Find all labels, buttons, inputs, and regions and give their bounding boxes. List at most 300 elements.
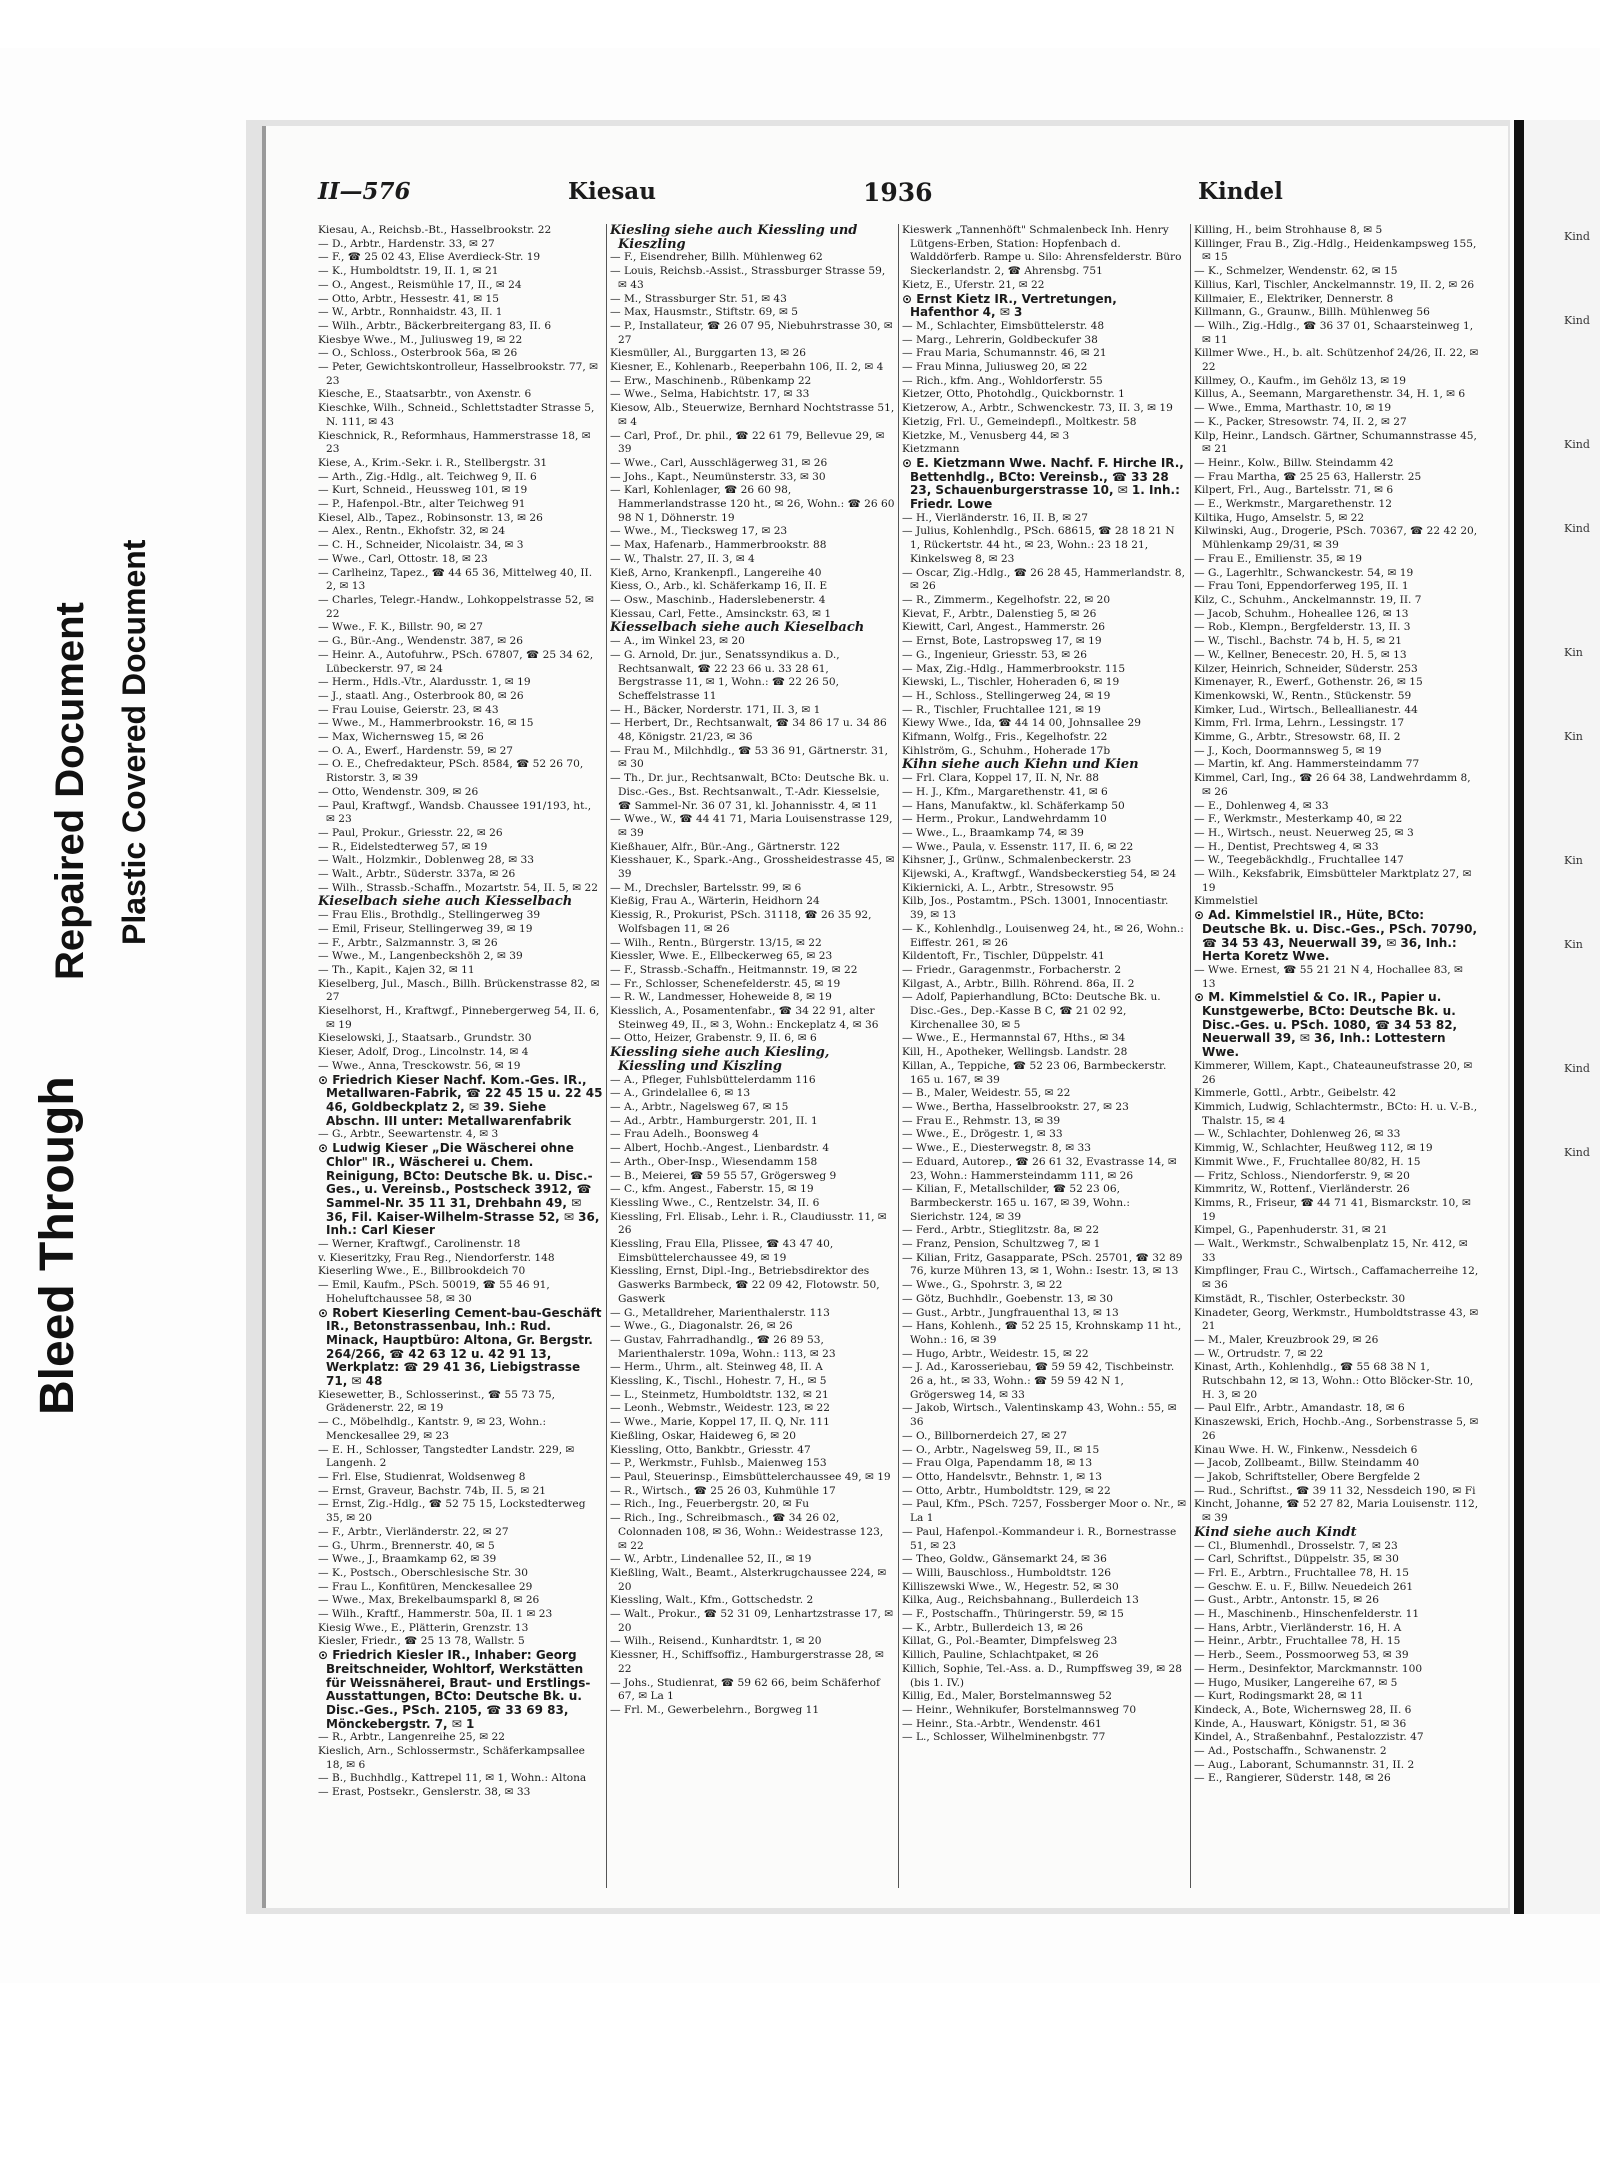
directory-entry: — P., Installateur, ☎ 26 07 95, Niebuhrstrasse 30, ✉ 27: [610, 319, 893, 346]
directory-entry: — M., Schlachter, Eimsbüttelerstr. 48: [902, 319, 1105, 332]
directory-entry: — Frau Martha, ☎ 25 25 63, Hallerstr. 25: [1194, 470, 1422, 483]
directory-entry: — Hans, Arbtr., Vierländerstr. 16, H. A: [1194, 1621, 1402, 1634]
directory-entry: — B., Maler, Weidestr. 55, ✉ 22: [902, 1087, 1071, 1100]
directory-entry: ⊙ Robert Kieserling Cement-bau-Geschäft IR., Betonstrassenbau, Inh.: Rud. Minack, Hauptbüro: Altona, Gr. Bergstr. 264/266, ☎ 42 63 12 u. 42 91 13, Werkplatz: ☎ 29 41 36, Liebigstrasse 71, ✉ 48: [318, 1305, 602, 1389]
directory-entry: — Gust., Arbtr., Jungfrauenthal 13, ✉ 13: [902, 1306, 1119, 1319]
directory-entry: Kilwinski, Aug., Drogerie, PSch. 70367, ☎ 22 42 20, Mühlenkamp 29/31, ✉ 39: [1194, 525, 1478, 552]
directory-entry: — Götz, Buchhdlr., Goebenstr. 13, ✉ 30: [902, 1292, 1113, 1305]
directory-entry: Kimmel, Carl, Ing., ☎ 26 64 38, Landwehrdamm 8, ✉ 26: [1194, 772, 1471, 798]
directory-entry: Killus, A., Seemann, Margarethenstr. 34, H. 1, ✉ 6: [1194, 388, 1466, 401]
directory-entry: — Osw., Maschinb., Haderslebenerstr. 4: [610, 593, 826, 606]
next-page-fragment: Kind: [1564, 522, 1590, 535]
directory-entry: — Heinr., Wehnikufer, Borstelmannsweg 70: [902, 1703, 1137, 1716]
directory-entry: Kimpflinger, Frau C., Wirtsch., Caffamacherreihe 12, ✉ 36: [1194, 1265, 1479, 1292]
header-year: 1936: [863, 178, 933, 207]
directory-entry: — H., Bäcker, Norderstr. 171, II. 3, ✉ 1: [610, 703, 821, 716]
directory-entry: ⊙ Ernst Kietz IR., Vertretungen, Hafenthor 4, ✉ 3: [902, 291, 1117, 320]
directory-entry: — Wilh., Reisend., Kunhardtstr. 1, ✉ 20: [610, 1635, 822, 1648]
directory-entry: — Th., Kapit., Kajen 32, ✉ 11: [318, 963, 475, 976]
directory-entry: — E., Dohlenweg 4, ✉ 33: [1194, 799, 1329, 812]
directory-entry: — Wilh., Arbtr., Bäckerbreitergang 83, II. 6: [318, 319, 552, 332]
page-number: II—576: [318, 178, 411, 205]
directory-entry: Kilz, C., Schuhm., Anckelmannstr. 19, II. 7: [1194, 593, 1422, 606]
directory-entry: — O., Arbtr., Nagelsweg 59, II., ✉ 15: [902, 1443, 1100, 1456]
directory-entry: — Otto, Arbtr., Humboldtstr. 129, ✉ 22: [902, 1484, 1111, 1497]
directory-entry: — K., Humboldtstr. 19, II. 1, ✉ 21: [318, 265, 499, 278]
directory-entry: — Frau M., Milchhdlg., ☎ 53 36 91, Gärtnerstr. 31, ✉ 30: [610, 744, 888, 771]
directory-entry: Kiessling, Frl. Elisab., Lehr. i. R., Claudiusstr. 11, ✉ 26: [610, 1210, 887, 1237]
directory-entry: Kießling, Walt., Beamt., Alsterkrugchaussee 224, ✉ 20: [610, 1566, 887, 1593]
directory-entry: — Wwe., Emma, Marthastr. 10, ✉ 19: [1194, 402, 1392, 415]
directory-entry: — Willi, Bauschloss., Humboldtstr. 126: [902, 1566, 1112, 1579]
directory-entry: — Wwe., Carl, Ottostr. 18, ✉ 23: [318, 552, 488, 565]
directory-entry: Kiessig, R., Prokurist, PSch. 31118, ☎ 26 35 92, Wolfsbagen 11, ✉ 26: [610, 909, 872, 935]
directory-entry: — H., Maschinenb., Hinschenfelderstr. 11: [1194, 1608, 1420, 1621]
directory-entry: — M., Drechsler, Bartelsstr. 99, ✉ 6: [610, 881, 802, 894]
directory-entry: — Johs., Kapt., Neumünsterstr. 33, ✉ 30: [610, 470, 826, 483]
directory-entry: — G., Metalldreher, Marienthalerstr. 113: [610, 1306, 830, 1319]
next-page-fragment: Kind: [1564, 314, 1590, 327]
directory-entry: — K., Schmelzer, Wendenstr. 62, ✉ 15: [1194, 265, 1398, 278]
directory-entry: — Jakob, Wirtsch., Valentinskamp 43, Wohn.: 55, ✉ 36: [902, 1402, 1177, 1429]
directory-entry: — Frl. M., Gewerbelehrn., Borgweg 11: [610, 1703, 820, 1716]
directory-entry: — Kurt, Rodingsmarkt 28, ✉ 11: [1194, 1690, 1364, 1703]
directory-entry: — Arth., Zig.-Hdlg., alt. Teichweg 9, II. 6: [318, 470, 537, 483]
directory-entry: — Frl. Else, Studienrat, Woldsenweg 8: [318, 1470, 526, 1483]
directory-entry: — P., Werkmstr., Fuhlsb., Maienweg 153: [610, 1457, 827, 1470]
directory-entry: — Oscar, Zig.-Hdlg., ☎ 26 28 45, Hammerlandstr. 8, ✉ 26: [902, 566, 1185, 593]
directory-entry: — Charles, Telegr.-Handw., Lohkoppelstrasse 52, ✉ 22: [318, 593, 594, 620]
directory-entry: — E. H., Schlosser, Tangstedter Landstr. 229, ✉ Langenh. 2: [318, 1443, 575, 1470]
directory-entry: — Wwe., Carl, Ausschlägerweg 31, ✉ 26: [610, 456, 828, 469]
directory-entry: — W., Arbtr., Ronnhaidstr. 43, II. 1: [318, 306, 503, 319]
directory-entry: — Wwe., E., Diesterwegstr. 8, ✉ 33: [902, 1142, 1091, 1155]
directory-entry: Killich, Pauline, Schlachtpaket, ✉ 26: [902, 1649, 1099, 1662]
directory-entry: Kietzerow, A., Arbtr., Schwenckestr. 73, II. 3, ✉ 19: [902, 402, 1173, 415]
directory-entry: — Emil, Friseur, Stellingerweg 39, ✉ 19: [318, 922, 533, 935]
directory-entry: — Wwe., J., Braamkamp 62, ✉ 39: [318, 1553, 497, 1566]
directory-entry: Kietz, E., Uferstr. 21, ✉ 22: [902, 278, 1045, 291]
directory-entry: Kieß, Arno, Krankenpfl., Langereihe 40: [610, 566, 822, 579]
directory-entry: — K., Kohlenhdlg., Louisenweg 24, ht., ✉ 26, Wohn.: Eiffestr. 261, ✉ 26: [902, 922, 1184, 949]
directory-entry: — Franz, Pension, Schultzweg 7, ✉ 1: [902, 1238, 1101, 1251]
next-page-fragment: Kin: [1564, 646, 1583, 659]
directory-entry: — O. E., Chefredakteur, PSch. 8584, ☎ 52 26 70, Ristorstr. 3, ✉ 39: [318, 758, 584, 785]
directory-entry: — Walt., Prokur., ☎ 52 31 09, Lenhartzstrasse 17, ✉ 20: [610, 1608, 894, 1634]
directory-entry: — Max, Zig.-Hdlg., Hammerbrookstr. 115: [902, 662, 1126, 675]
directory-entry: — Ad., Postschaffn., Schwanenstr. 2: [1194, 1745, 1387, 1758]
directory-entry: — K., Postsch., Oberschlesische Str. 30: [318, 1566, 528, 1579]
directory-entry: — Wilh., Rentn., Bürgerstr. 13/15, ✉ 22: [610, 936, 822, 949]
directory-entry: — Fritz, Schloss., Niendorferstr. 9, ✉ 20: [1194, 1169, 1410, 1182]
next-page-fragment: Kin: [1564, 730, 1583, 743]
directory-entry: — Johs., Studienrat, ☎ 59 62 66, beim Schäferhof 67, ✉ La 1: [610, 1676, 880, 1703]
directory-entry: Killmaier, E., Elektriker, Dennerstr. 8: [1194, 292, 1394, 305]
directory-entry: Kießhauer, Alfr., Bür.-Ang., Gärtnerstr. 122: [610, 840, 841, 853]
directory-entry: — Geschw. E. u. F., Billw. Neuedeich 261: [1194, 1580, 1414, 1593]
directory-entry: — Wwe., W., ☎ 44 41 71, Maria Louisenstrasse 129, ✉ 39: [610, 813, 893, 839]
plastic-covered-label: Plastic Covered Document: [116, 539, 152, 945]
directory-entry: ⊙ E. Kietzmann Wwe. Nachf. F. Hirche IR., Bettenhdlg., BCto: Vereinsb., ☎ 33 28 23, Schauenburgerstrasse 10, ✉ 1. Inh.: Friedr. Lowe: [902, 455, 1184, 512]
directory-entry: — Herm., Prokur., Landwehrdamm 10: [902, 813, 1107, 826]
directory-entry: — Alex., Rentn., Ekhofstr. 32, ✉ 24: [318, 525, 506, 538]
directory-entry: — Kilian, F., Metallschilder, ☎ 52 23 06, Barmbeckerstr. 165 u. 167, ✉ 39, Wohn.: Sierichstr. 124, ✉ 39: [902, 1183, 1130, 1223]
directory-entry: — C. H., Schneider, Nicolaistr. 34, ✉ 3: [318, 539, 524, 552]
directory-entry: ⊙ Friedrich Kieser Nachf. Kom.-Ges. IR., Metallwaren-Fabrik, ☎ 22 45 15 u. 22 45 46, Goldbeckplatz 2, ✉ 39. Siehe Abschn. III unter: Metallwarenfabrik: [318, 1072, 603, 1128]
directory-entry: Kieselberg, Jul., Masch., Billh. Brückenstrasse 82, ✉ 27: [318, 977, 600, 1004]
directory-entry: — Frau L., Konfitüren, Menckesallee 29: [318, 1580, 533, 1593]
directory-entry: — Frau Olga, Papendamm 18, ✉ 13: [902, 1457, 1093, 1470]
directory-entry: — Wilh., Zig.-Hdlg., ☎ 36 37 01, Schaarsteinweg 1, ✉ 11: [1194, 319, 1474, 346]
directory-entry: — Theo, Goldw., Gänsemarkt 24, ✉ 36: [902, 1553, 1107, 1566]
directory-entry: — M., Maler, Kreuzbrook 29, ✉ 26: [1194, 1333, 1379, 1346]
directory-entry: — H., Wirtsch., neust. Neuerweg 25, ✉ 3: [1194, 826, 1414, 839]
next-page-fragment: Kin: [1564, 938, 1583, 951]
directory-entry: Kiewy Wwe., Ida, ☎ 44 14 00, Johnsallee 29: [902, 717, 1141, 730]
directory-entry: — Frau Maria, Schumannstr. 46, ✉ 21: [902, 347, 1107, 360]
column-2: [610, 224, 895, 1888]
directory-entry: — A., Grindelallee 6, ✉ 13: [610, 1087, 751, 1100]
directory-entry: Killig, Ed., Maler, Borstelmannsweg 52: [902, 1690, 1113, 1703]
directory-entry: — Frau Elis., Brothdlg., Stellingerweg 39: [318, 909, 541, 922]
directory-entry: Kimm, Frl. Irma, Lehrn., Lessingstr. 17: [1194, 717, 1405, 730]
directory-entry: — Erast, Postsekr., Genslerstr. 38, ✉ 33: [318, 1786, 531, 1799]
directory-entry: Kildentoft, Fr., Tischler, Düppelstr. 41: [902, 950, 1105, 963]
directory-entry: Kilp, Heinr., Landsch. Gärtner, Schumannstrasse 45, ✉ 21: [1194, 429, 1477, 456]
directory-entry: Kimker, Lud., Wirtsch., Belleallianestr. 44: [1194, 703, 1418, 716]
directory-entry: — Wwe., Marie, Koppel 17, II. Q, Nr. 111: [610, 1416, 830, 1429]
directory-entry: Kiewski, L., Tischler, Hoheraden 6, ✉ 19: [902, 676, 1120, 689]
directory-entry: — Leonh., Webmstr., Weidestr. 123, ✉ 22: [610, 1402, 830, 1415]
directory-entry: — Herm., Uhrm., alt. Steinweg 48, II. A: [610, 1361, 823, 1374]
directory-entry: Killmer Wwe., H., b. alt. Schützenhof 24/26, II. 22, ✉ 22: [1194, 347, 1479, 374]
directory-entry: — Carlheinz, Tapez., ☎ 44 65 36, Mittelweg 40, II. 2, ✉ 13: [318, 566, 593, 593]
directory-entry: — Otto, Wendenstr. 309, ✉ 26: [318, 785, 479, 798]
directory-entry: — Otto, Heizer, Grabenstr. 9, II. 6, ✉ 6: [610, 1032, 817, 1045]
directory-entry: — Walt., Holzmkir., Doblenweg 28, ✉ 33: [318, 854, 534, 867]
directory-entry: — Paul Elfr., Arbtr., Amandastr. 18, ✉ 6: [1194, 1402, 1405, 1415]
directory-entry: — Wwe. Ernest, ☎ 55 21 21 N 4, Hochallee 83, ✉ 13: [1194, 963, 1463, 990]
directory-entry: Kiessling, Walt., Kfm., Gottschedstr. 2: [610, 1594, 814, 1607]
directory-entry: ⊙ Ludwig Kieser „Die Wäscherei ohne Chlor" IR., Wäscherei u. Chem. Reinigung, BCto: Deutsche Bk. u. Disc.-Ges., u. Vereinsb., Postscheck 3912, ☎ Sammel-Nr. 35 11 31, Drehbahn 49, ✉ 36, Fil. Kaiser-Wilhelm-Strasse 52, ✉ 36, Inh.: Carl Kieser: [318, 1141, 600, 1238]
directory-entry: — Wwe., Bertha, Hasselbrookstr. 27, ✉ 23: [902, 1101, 1129, 1113]
directory-entry: Kimmerer, Willem, Kapt., Chateauneufstrasse 20, ✉ 26: [1194, 1059, 1473, 1086]
directory-entry: — R. W., Landmesser, Hoheweide 8, ✉ 19: [610, 991, 832, 1004]
directory-entry: Kihn siehe auch Kiehn und Kien: [902, 757, 1139, 773]
directory-entry: — Frau E., Emilienstr. 35, ✉ 19: [1194, 552, 1363, 565]
directory-entry: — F., ☎ 25 02 43, Elise Averdieck-Str. 19: [318, 251, 541, 264]
directory-entry: — Frl. Clara, Koppel 17, II. N, Nr. 88: [902, 772, 1100, 785]
directory-entry: — F., Eisendreher, Billh. Mühlenweg 62: [610, 251, 823, 264]
directory-entry: Kiesling siehe auch Kiessling und Kieszling: [610, 224, 858, 252]
directory-entry: Kiesow, Alb., Steuerwize, Bernhard Nochtstrasse 51, ✉ 4: [610, 402, 895, 428]
directory-entry: — Cl., Blumenhdl., Drosselstr. 7, ✉ 23: [1194, 1539, 1398, 1552]
directory-entry: — G., Bür.-Ang., Wendenstr. 387, ✉ 26: [318, 635, 523, 648]
directory-entry: — Louis, Reichsb.-Assist., Strassburger Strasse 59, ✉ 43: [610, 265, 886, 291]
directory-entry: — Ferd., Arbtr., Stieglitzstr. 8a, ✉ 22: [902, 1224, 1100, 1237]
directory-entry: Kilgast, A., Arbtr., Billh. Röhrend. 86a, II. 2: [902, 977, 1135, 990]
directory-entry: — Walt., Werkmstr., Schwalbenplatz 15, Nr. 412, ✉ 33: [1194, 1238, 1468, 1264]
next-page-edge: [1514, 120, 1600, 1914]
directory-entry: — Jakob, Schriftsteller, Obere Bergfelde 2: [1194, 1470, 1421, 1483]
directory-entry: Kiess, O., Arb., kl. Schäferkamp 16, II. E: [610, 580, 828, 593]
directory-columns: [318, 224, 1496, 1888]
directory-entry: — Hans, Manufaktw., kl. Schäferkamp 50: [902, 799, 1125, 812]
directory-entry: ⊙ Ad. Kimmelstiel IR., Hüte, BCto: Deutsche Bk. u. Disc.-Ges., PSch. 70790, ☎ 34 53 43, Neuerwall 39, ✉ 36, Inh.: Herta Koretz Wwe.: [1194, 908, 1478, 964]
directory-entry: Kikiernicki, A. L., Arbtr., Stresowstr. 95: [902, 881, 1114, 894]
directory-entry: — B., Meierei, ☎ 59 55 57, Grögersweg 9: [610, 1169, 837, 1182]
directory-entry: — Wwe., Anna, Tresckowstr. 56, ✉ 19: [318, 1059, 521, 1072]
directory-entry: Kimms, R., Friseur, ☎ 44 71 41, Bismarckstr. 10, ✉ 19: [1194, 1196, 1471, 1223]
directory-entry: — Wwe., Selma, Habichtstr. 17, ✉ 33: [610, 388, 810, 401]
directory-entry: — H., Dentist, Prechtsweg 4, ✉ 33: [1194, 840, 1379, 853]
directory-entry: — A., im Winkel 23, ✉ 20: [610, 635, 745, 648]
directory-entry: — G., Arbtr., Seewartenstr. 4, ✉ 3: [318, 1128, 499, 1141]
directory-entry: Kiesbye Wwe., M., Juliusweg 19, ✉ 22: [318, 333, 523, 346]
header-first-word: Kiesau: [568, 178, 656, 205]
directory-entry: — G. Arnold, Dr. jur., Senatssyndikus a. D., Rechtsanwalt, ☎ 22 23 66 u. 33 28 61, Bergstrasse 11, ✉ 1, Wohn.: ☎ 22 26 50, Scheffelstrasse 11: [610, 648, 840, 702]
directory-entry: — R., Eidelstedterweg 57, ✉ 19: [318, 840, 488, 853]
directory-entry: — Frau Adelh., Boonsweg 4: [610, 1128, 759, 1141]
directory-entry: — Adolf, Papierhandlung, BCto: Deutsche Bk. u. Disc.-Ges., Dep.-Kasse B C, ☎ 21 02 92, Kirchenallee 30, ✉ 5: [902, 991, 1161, 1031]
directory-entry: Kießling, Oskar, Haideweg 6, ✉ 20: [610, 1429, 796, 1442]
directory-entry: — Ernst, Graveur, Bachstr. 74b, II. 5, ✉ 21: [318, 1484, 547, 1497]
directory-entry: — G., Lagerhltr., Schwanckestr. 54, ✉ 19: [1194, 566, 1414, 579]
directory-entry: — Ernst, Bote, Lastropsweg 17, ✉ 19: [902, 635, 1102, 648]
directory-entry: — G., Ingenieur, Griesstr. 53, ✉ 26: [902, 648, 1088, 661]
directory-entry: — Arth., Ober-Insp., Wiesendamm 158: [610, 1155, 818, 1168]
directory-entry: — Rich., kfm. Ang., Wohldorferstr. 55: [902, 374, 1103, 387]
directory-entry: — P., Hafenpol.-Btr., alter Teichweg 91: [318, 498, 526, 511]
directory-entry: — F., Arbtr., Salzmannstr. 3, ✉ 26: [318, 936, 498, 949]
directory-entry: — Heinr., Sta.-Arbtr., Wendenstr. 461: [902, 1717, 1102, 1730]
directory-entry: — A., Pfleger, Fuhlsbüttelerdamm 116: [610, 1073, 816, 1086]
directory-entry: Kiessler, Wwe. E., Ellbeckerweg 65, ✉ 23: [610, 950, 833, 963]
directory-entry: Kietzke, M., Venusberg 44, ✉ 3: [902, 429, 1070, 442]
directory-entry: — J., staatl. Ang., Osterbrook 80, ✉ 26: [318, 689, 524, 702]
directory-entry: — G., Uhrm., Brennerstr. 40, ✉ 5: [318, 1539, 495, 1552]
directory-entry: — W., Arbtr., Lindenallee 52, II., ✉ 19: [610, 1553, 812, 1566]
directory-entry: — Wwe., L., Braamkamp 74, ✉ 39: [902, 826, 1084, 839]
directory-entry: Kiesau, A., Reichsb.-Bt., Hasselbrookstr. 22: [318, 224, 552, 236]
directory-entry: v. Kieseritzky, Frau Reg., Niendorferstr. 148: [318, 1251, 555, 1264]
directory-entry: — Peter, Gewichtskontrolleur, Hasselbrookstr. 77, ✉ 23: [318, 361, 599, 387]
directory-entry: — L., Schlosser, Wilhelminenbgstr. 77: [902, 1731, 1106, 1744]
directory-entry: Kimmritz, W., Rottenf., Vierländerstr. 26: [1194, 1183, 1410, 1196]
directory-entry: Kilka, Aug., Reichsbahnang., Bullerdeich 13: [902, 1594, 1139, 1607]
directory-entry: Kietzer, Otto, Photohdlg., Quickbornstr. 1: [902, 388, 1125, 401]
directory-entry: — Heinr., Kolw., Billw. Steindamm 42: [1194, 456, 1394, 469]
directory-entry: Killiszewski Wwe., W., Hegestr. 52, ✉ 30: [902, 1580, 1119, 1593]
header-last-word: Kindel: [1198, 178, 1283, 205]
directory-entry: Killinger, Frau B., Zig.-Hdlg., Heidenkampsweg 155, ✉ 15: [1194, 237, 1477, 264]
directory-entry: Kiesig Wwe., E., Plätterin, Grenzstr. 13: [318, 1621, 529, 1634]
directory-entry: Kindeck, A., Bote, Wichernsweg 28, II. 6: [1194, 1703, 1412, 1716]
directory-entry: Kiesler, Friedr., ☎ 25 13 78, Wallstr. 5: [318, 1635, 525, 1648]
directory-entry: — R., Tischler, Fruchtallee 121, ✉ 19: [902, 703, 1101, 716]
directory-entry: — Heinr., Arbtr., Fruchtallee 78, H. 15: [1194, 1635, 1401, 1648]
directory-entry: — K., Arbtr., Bullerdeich 13, ✉ 26: [902, 1621, 1083, 1634]
directory-entry: ⊙ Friedrich Kiesler IR., Inhaber: Georg Breitschneider, Wohltorf, Werkstätten für Weissnäherei, Braut- und Erstlings-Ausstattungen, BCto: Deutsche Bk. u. Disc.-Ges., PSch. 2105, ☎ 33 69 83, Mönckebergstr. 7, ✉ 1: [318, 1648, 591, 1731]
directory-entry: Kimmelstiel: [1194, 895, 1258, 908]
directory-entry: Kimme, G., Arbtr., Stresowstr. 68, II. 2: [1194, 731, 1401, 744]
directory-entry: — O., Angest., Reismühle 17, II., ✉ 24: [318, 278, 522, 291]
directory-entry: — Rich., Ing., Schreibmasch., ☎ 34 26 02, Colonnaden 108, ✉ 36, Wohn.: Weidestrasse 123, ✉ 22: [610, 1512, 884, 1552]
directory-entry: — Wwe., Max, Brekelbaumsparkl 8, ✉ 26: [318, 1594, 540, 1607]
directory-entry: — Rud., Schriftst., ☎ 39 11 32, Nessdeich 190, ✉ Fi: [1194, 1484, 1476, 1497]
directory-entry: — Max, Wichernsweg 15, ✉ 26: [318, 731, 484, 744]
directory-entry: — Gustav, Fahrradhandlg., ☎ 26 89 53, Marienthalerstr. 109a, Wohn.: 113, ✉ 23: [610, 1333, 836, 1360]
directory-entry: — Wwe., F. K., Billstr. 90, ✉ 27: [318, 621, 483, 634]
directory-entry: — F., Strassb.-Schaffn., Heitmannstr. 19, ✉ 22: [610, 963, 858, 976]
directory-entry: — W., Ortrudstr. 7, ✉ 22: [1194, 1347, 1324, 1360]
directory-entry: — H., Schloss., Stellingerweg 24, ✉ 19: [902, 689, 1111, 702]
directory-entry: — W., Thalstr. 27, II. 3, ✉ 4: [610, 552, 755, 565]
directory-entry: Kievat, F., Arbtr., Dalenstieg 5, ✉ 26: [902, 607, 1097, 620]
directory-entry: — Frau Louise, Geierstr. 23, ✉ 43: [318, 703, 499, 716]
directory-entry: — H., Vierländerstr. 16, II. B, ✉ 27: [902, 511, 1089, 524]
next-page-fragment: Kind: [1564, 438, 1590, 451]
directory-entry: Kill, H., Apotheker, Wellingsb. Landstr. 28: [902, 1046, 1128, 1059]
directory-entry: Kijewski, A., Kraftwgf., Wandsbeckerstieg 54, ✉ 24: [902, 868, 1177, 881]
directory-entry: Kieswerk „Tannenhöft" Schmalenbeck Inh. Henry Lütgens-Erben, Station: Hopfenbach d. Walddörferb. Rampe u. Silo: Ahrensfelderstr. Büro Sieckerlandstr. 2, ☎ Ahrensbg. 751: [902, 224, 1182, 278]
directory-entry: Kinaszewski, Erich, Hochb.-Ang., Sorbenstrasse 5, ✉ 26: [1194, 1416, 1479, 1442]
column-divider: [1190, 224, 1191, 1888]
directory-entry: — W., Teegebäckhdlg., Fruchtallee 147: [1194, 854, 1404, 867]
directory-entry: Kieselowski, J., Staatsarb., Grundstr. 30: [318, 1032, 532, 1045]
directory-entry: Kimpel, G., Papenhuderstr. 31, ✉ 21: [1194, 1224, 1388, 1237]
directory-entry: — Ad., Arbtr., Hamburgerstr. 201, II. 1: [610, 1114, 818, 1127]
directory-entry: — Eduard, Autorep., ☎ 26 61 32, Evastrasse 14, ✉ 23, Wohn.: Hammersteindamm 111, ✉ 26: [902, 1155, 1177, 1182]
directory-entry: Kiltika, Hugo, Amselstr. 5, ✉ 22: [1194, 511, 1365, 524]
directory-entry: — Walt., Arbtr., Süderstr. 337a, ✉ 26: [318, 868, 516, 881]
bleed-through-label: Bleed Through: [31, 1076, 84, 1415]
directory-entry: — Erw., Maschinenb., Rübenkamp 22: [610, 374, 812, 387]
directory-entry: — Hugo, Musiker, Langereihe 67, ✉ 5: [1194, 1676, 1398, 1689]
directory-entry: Kihsner, J., Grünw., Schmalenbeckerstr. 23: [902, 854, 1132, 867]
directory-entry: — F., Werkmstr., Mesterkamp 40, ✉ 22: [1194, 813, 1403, 826]
directory-entry: — M., Strassburger Str. 51, ✉ 43: [610, 292, 787, 305]
directory-entry: Kimmich, Ludwig, Schlachtermstr., BCto: H. u. V.-B., Thalstr. 15, ✉ 4: [1194, 1101, 1478, 1127]
directory-entry: — Wwe., M., Tiecksweg 17, ✉ 23: [610, 525, 788, 538]
directory-entry: Kiesshauer, K., Spark.-Ang., Grossheidestrasse 45, ✉ 39: [610, 854, 895, 881]
directory-entry: — E., Werkmstr., Margarethenstr. 12: [1194, 498, 1392, 511]
directory-entry: — Frau E., Rehmstr. 13, ✉ 39: [902, 1114, 1061, 1127]
directory-entry: — Kurt, Schneid., Heussweg 101, ✉ 19: [318, 484, 528, 497]
directory-entry: — Carl, Schriftst., Düppelstr. 35, ✉ 30: [1194, 1553, 1399, 1566]
next-page-fragment: Kind: [1564, 1146, 1590, 1159]
directory-entry: Killich, Sophie, Tel.-Ass. a. D., Rumpffsweg 39, ✉ 28 (bis 1. IV.): [902, 1662, 1182, 1689]
directory-entry: — Kilian, Fritz, Gasapparate, PSch. 25701, ☎ 32 89 76, kurze Mühren 13, ✉ 1, Wohn.: Isestr. 13, ✉ 13: [902, 1251, 1183, 1278]
directory-entry: Kiessling, K., Tischl., Hohestr. 7, H., ✉ 5: [610, 1375, 827, 1388]
column-1: [318, 224, 603, 1888]
directory-entry: — Ernst, Zig.-Hdlg., ☎ 52 75 15, Lockstedterweg 35, ✉ 20: [318, 1498, 586, 1525]
directory-entry: — Rob., Klempn., Bergfelderstr. 13, II. 3: [1194, 621, 1411, 634]
directory-entry: Kiessau, Carl, Fette., Amsinckstr. 63, ✉ 1: [610, 607, 832, 620]
directory-entry: — Wilh., Strassb.-Schaffn., Mozartstr. 54, II. 5, ✉ 22: [318, 881, 598, 894]
column-3: [902, 224, 1187, 1888]
directory-entry: — Wwe., G., Spohrstr. 3, ✉ 22: [902, 1279, 1063, 1292]
next-page-fragment: Kin: [1564, 854, 1583, 867]
directory-entry: — Otto, Arbtr., Hessestr. 41, ✉ 15: [318, 292, 499, 305]
directory-entry: — Julius, Kohlenhdlg., PSch. 68615, ☎ 28 18 21 N 1, Rückertstr. 44 ht., ✉ 23, Wohn.: 23 18 21, Kinkelsweg 8, ✉ 23: [902, 525, 1175, 565]
directory-entry: — E., Rangierer, Süderstr. 148, ✉ 26: [1194, 1772, 1391, 1785]
directory-entry: — Wwe., M., Hammerbrookstr. 16, ✉ 15: [318, 717, 534, 730]
directory-entry: — Max, Hausmstr., Stiftstr. 69, ✉ 5: [610, 306, 798, 319]
directory-entry: Kimenayer, R., Ewerf., Gothenstr. 26, ✉ 15: [1194, 676, 1423, 689]
directory-entry: Killius, Karl, Tischler, Anckelmannstr. 19, II. 2, ✉ 26: [1194, 278, 1475, 291]
directory-entry: — F., Postschaffn., Thüringerstr. 59, ✉ 15: [902, 1608, 1124, 1621]
directory-entry: Kiesche, E., Staatsarbtr., von Axenstr. 6: [318, 388, 532, 401]
directory-entry: — Wwe., Paula, v. Essenstr. 117, II. 6, ✉ 22: [902, 840, 1134, 853]
directory-entry: Kieselhorst, H., Kraftwgf., Pinnebergerweg 54, II. 6, ✉ 19: [318, 1005, 600, 1031]
directory-entry: Kifmann, Wolfg., Fris., Kegelhofstr. 22: [902, 731, 1108, 744]
directory-entry: Kieschnick, R., Reformhaus, Hammerstrasse 18, ✉ 23: [318, 429, 591, 456]
directory-entry: Kilb, Jos., Postamtm., PSch. 13001, Innocentiastr. 39, ✉ 13: [902, 895, 1169, 922]
directory-entry: Kihlström, G., Schuhm., Hoherade 17b: [902, 744, 1111, 757]
directory-entry: Kilpert, Frl., Aug., Bartelsstr. 71, ✉ 6: [1194, 484, 1394, 497]
directory-entry: — A., Arbtr., Nagelsweg 67, ✉ 15: [610, 1101, 789, 1113]
directory-entry: Kiewitt, Carl, Angest., Hammerstr. 26: [902, 621, 1105, 634]
directory-entry: Kimmerle, Gottl., Arbtr., Geibelstr. 42: [1194, 1087, 1397, 1100]
directory-entry: — R., Arbtr., Langenreihe 25, ✉ 22: [318, 1731, 505, 1744]
directory-entry: — Herm., Desinfektor, Marckmannstr. 100: [1194, 1662, 1423, 1675]
directory-entry: — O., Billbornerdeich 27, ✉ 27: [902, 1429, 1067, 1442]
directory-entry: — Friedr., Garagenmstr., Forbacherstr. 2: [902, 963, 1122, 976]
directory-entry: — W., Tischl., Bachstr. 74 b, H. 5, ✉ 21: [1194, 635, 1402, 648]
column-divider: [606, 224, 607, 1888]
directory-entry: — Paul, Kraftwgf., Wandsb. Chaussee 191/193, ht., ✉ 23: [318, 799, 592, 826]
directory-entry: Kinde, A., Hauswart, Königstr. 51, ✉ 36: [1194, 1717, 1407, 1730]
directory-entry: — Frau Minna, Juliusweg 20, ✉ 22: [902, 361, 1088, 374]
directory-entry: — Wilh., Keksfabrik, Eimsbütteler Marktplatz 27, ✉ 19: [1194, 868, 1472, 894]
directory-entry: Kinast, Arth., Kohlenhdlg., ☎ 55 68 38 N 1, Rutschbahn 12, ✉ 13, Wohn.: Otto Blöcker-Str. 10, H. 3, ✉ 20: [1194, 1361, 1474, 1401]
directory-entry: — Paul, Kfm., PSch. 7257, Fossberger Moor o. Nr., ✉ La 1: [902, 1498, 1187, 1525]
directory-entry: Killmann, G., Graunw., Billh. Mühlenweg 56: [1194, 306, 1430, 319]
directory-entry: — Marg., Lehrerin, Goldbeckufer 38: [902, 333, 1098, 346]
directory-entry: — Rich., Ing., Feuerbergstr. 20, ✉ Fu: [610, 1498, 810, 1511]
directory-entry: — O. A., Ewerf., Hardenstr. 59, ✉ 27: [318, 744, 514, 757]
directory-entry: Kiesselbach siehe auch Kieselbach: [610, 620, 865, 636]
directory-entry: — Frau Toni, Eppendorferweg 195, II. 1: [1194, 580, 1409, 593]
directory-entry: — Hans, Kohlenh., ☎ 52 25 15, Krohnskamp 11 ht., Wohn.: 16, ✉ 39: [902, 1320, 1182, 1346]
directory-entry: — Fr., Schlosser, Schenefelderstr. 45, ✉ 19: [610, 977, 841, 990]
directory-entry: — Martin, kf. Ang. Hammersteindamm 77: [1194, 758, 1420, 771]
directory-entry: Kindel, A., Straßenbahnf., Pestalozzistr. 47: [1194, 1731, 1424, 1744]
directory-entry: — Wwe., E., Hermannstal 67, Hths., ✉ 34: [902, 1032, 1126, 1045]
directory-entry: Kieserling Wwe., E., Billbrookdeich 70: [318, 1265, 526, 1278]
directory-entry: — Wwe., M., Langenbeckshöh 2, ✉ 39: [318, 950, 523, 963]
directory-entry: Killat, G., Pol.-Beamter, Dimpfelsweg 23: [902, 1635, 1118, 1648]
directory-entry: — J. Ad., Karosseriebau, ☎ 59 59 42, Tischbeinstr. 26 a, ht., ✉ 33, Wohn.: ☎ 59 59 42 N 1, Grögersweg 14, ✉ 33: [902, 1361, 1175, 1401]
directory-entry: — W., Schlachter, Dohlenweg 26, ✉ 33: [1194, 1128, 1401, 1141]
directory-entry: Kieselbach siehe auch Kiesselbach: [318, 894, 573, 910]
directory-entry: ⊙ M. Kimmelstiel & Co. IR., Papier u. Kunstgewerbe, BCto: Deutsche Bk. u. Disc.-Ges. u. PSch. 1080, ☎ 34 53 82, Neuerwall 39, ✉ 36, Inh.: Lottestern Wwe.: [1194, 990, 1458, 1060]
directory-entry: — Otto, Handelsvtr., Behnstr. 1, ✉ 13: [902, 1470, 1102, 1483]
directory-entry: — Paul, Hafenpol.-Kommandeur i. R., Bornestrasse 51, ✉ 23: [902, 1525, 1177, 1552]
directory-entry: Kincht, Johanne, ☎ 52 27 82, Maria Louisenstr. 112, ✉ 39: [1194, 1498, 1479, 1525]
directory-entry: — J., Koch, Doormannsweg 5, ✉ 19: [1194, 744, 1382, 757]
directory-entry: — Gust., Arbtr., Antonstr. 15, ✉ 26: [1194, 1594, 1379, 1607]
directory-entry: — W., Kellner, Benecestr. 20, H. 5, ✉ 13: [1194, 648, 1407, 661]
directory-entry: Kimstädt, R., Tischler, Osterbeckstr. 30: [1194, 1292, 1406, 1305]
directory-entry: — R., Zimmerm., Kegelhofstr. 22, ✉ 20: [902, 593, 1111, 606]
directory-entry: — C., Möbelhdlg., Kantstr. 9, ✉ 23, Wohn.: Menckesallee 29, ✉ 23: [318, 1416, 547, 1442]
directory-entry: Kiesmüller, Al., Burggarten 13, ✉ 26: [610, 347, 806, 360]
directory-entry: — C., kfm. Angest., Faberstr. 15, ✉ 19: [610, 1183, 814, 1196]
directory-entry: Kinau Wwe. H. W., Finkenw., Nessdeich 6: [1194, 1443, 1418, 1456]
directory-entry: — Hugo, Arbtr., Weidestr. 15, ✉ 22: [902, 1347, 1089, 1360]
